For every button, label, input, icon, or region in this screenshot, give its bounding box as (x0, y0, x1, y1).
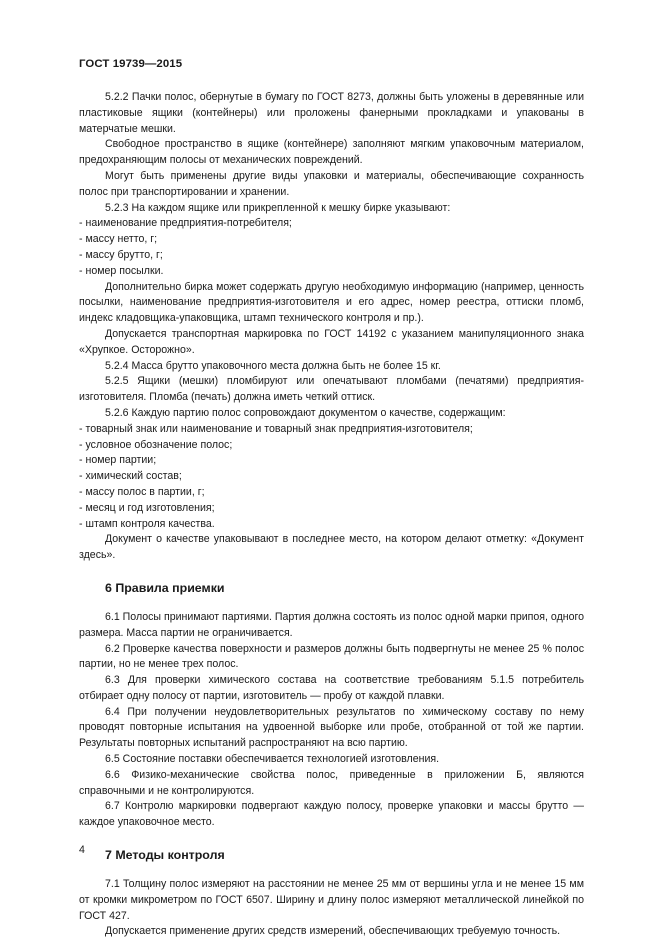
list-item: - химический состав; (79, 470, 182, 483)
list-item: - массу брутто, г; (79, 248, 163, 261)
page-number: 4 (79, 844, 85, 856)
paragraph: 5.2.2 Пачки полос, обернутые в бумагу по ГОСТ 8273, должны быть уложены в деревянные или пластиковые ящики (контейнеры) или проложены фанерными прокладками и упакованы в матерчатые мешки. (79, 91, 584, 135)
section-6-heading: 6 Правила приемки (105, 580, 225, 595)
paragraph: 5.2.6 Каждую партию полос сопровождают документом о качестве, содержащим: (105, 406, 506, 419)
paragraph: 6.6 Физико-механические свойства полос, приведенные в приложении Б, являются справочными и не контролируются. (79, 768, 584, 797)
paragraph: 5.2.4 Масса брутто упаковочного места должна быть не более 15 кг. (105, 359, 441, 372)
paragraph: 6.1 Полосы принимают партиями. Партия должна состоять из полос одной марки припоя, одного размера. Масса партии не ограничивается. (79, 610, 585, 639)
paragraph: Документ о качестве упаковывают в последнее место, на котором делают отметку: «Документ здесь». (79, 533, 584, 562)
control-methods-section (79, 877, 584, 940)
paragraph: 6.2 Проверке качества поверхности и размеров должны быть подвергнуты не менее 25 % полос партии, но не менее трех полос. (79, 642, 584, 671)
paragraph: 6.4 При получении неудовлетворительных результатов по химическому составу по нему проводят повторные испытания на удвоенной выборке или пробе, отобранной от той же партии. Результаты повторных испытаний распространяют на всю партию. (79, 705, 584, 750)
paragraph: Свободное пространство в ящике (контейнере) заполняют мягким упаковочным материалом, предохраняющим полосы от механических повреждений. (79, 138, 584, 167)
document-code-header: ГОСТ 19739—2015 (79, 58, 183, 70)
list-item: - номер партии; (79, 454, 157, 467)
list-item: - условное обозначение полос; (79, 438, 233, 451)
paragraph: Допускается применение других средств измерений, обеспечивающих требуемую точность. (105, 925, 561, 938)
list-item: - массу нетто, г; (79, 233, 158, 246)
paragraph: 6.7 Контролю маркировки подвергают каждую полосу, проверке упаковки и массы брутто — каждое упаковочное место. (79, 800, 584, 829)
paragraph: 5.2.5 Ящики (мешки) пломбируют или опечатывают пломбами (печатями) предприятия-изготовителя. Пломба (печать) должна иметь четкий оттиск. (79, 375, 584, 404)
section-7-heading: 7 Методы контроля (105, 848, 225, 863)
paragraph: 6.3 Для проверки химического состава на соответствие требованиям 5.1.5 потребитель отбирает одну полосу от партии, изготовитель — пробу от каждой плавки. (79, 674, 584, 702)
acceptance-rules-section (79, 610, 584, 831)
paragraph: Допускается транспортная маркировка по ГОСТ 14192 с указанием манипуляционного знака «Хрупкое. Осторожно». (79, 327, 584, 356)
list-item: - номер посылки. (79, 264, 164, 277)
list-item: - месяц и год изготовления; (79, 501, 215, 514)
list-item: - массу полос в партии, г; (79, 485, 205, 498)
paragraph: Дополнительно бирка может содержать другую необходимую информацию (например, ценность посылки, наименование предприятия-изготовителя и его адрес, номер реестра, оттиски пломб, индекс кладовщика-упаковщика, штамп технического контроля и пр.). (79, 280, 584, 325)
paragraph: Могут быть применены другие виды упаковки и материалы, обеспечивающие сохранность полос при транспортировании и хранении. (79, 169, 584, 198)
list-item: - наименование предприятия-потребителя; (79, 217, 292, 230)
paragraph: 7.1 Толщину полос измеряют на расстоянии не менее 25 мм от вершины угла и не менее 15 мм от кромки микрометром по ГОСТ 6507. Ширину и длину полос измеряют металлической линейкой по ГОСТ 427. (79, 878, 584, 922)
packing-section (79, 90, 584, 564)
paragraph: 6.5 Состояние поставки обеспечивается технологией изготовления. (105, 753, 440, 766)
list-item: - штамп контроля качества. (79, 517, 215, 530)
list-item: - товарный знак или наименование и товарный знак предприятия-изготовителя; (79, 422, 473, 435)
paragraph: 5.2.3 На каждом ящике или прикрепленной к мешку бирке указывают: (105, 201, 451, 214)
document-body (79, 90, 584, 940)
